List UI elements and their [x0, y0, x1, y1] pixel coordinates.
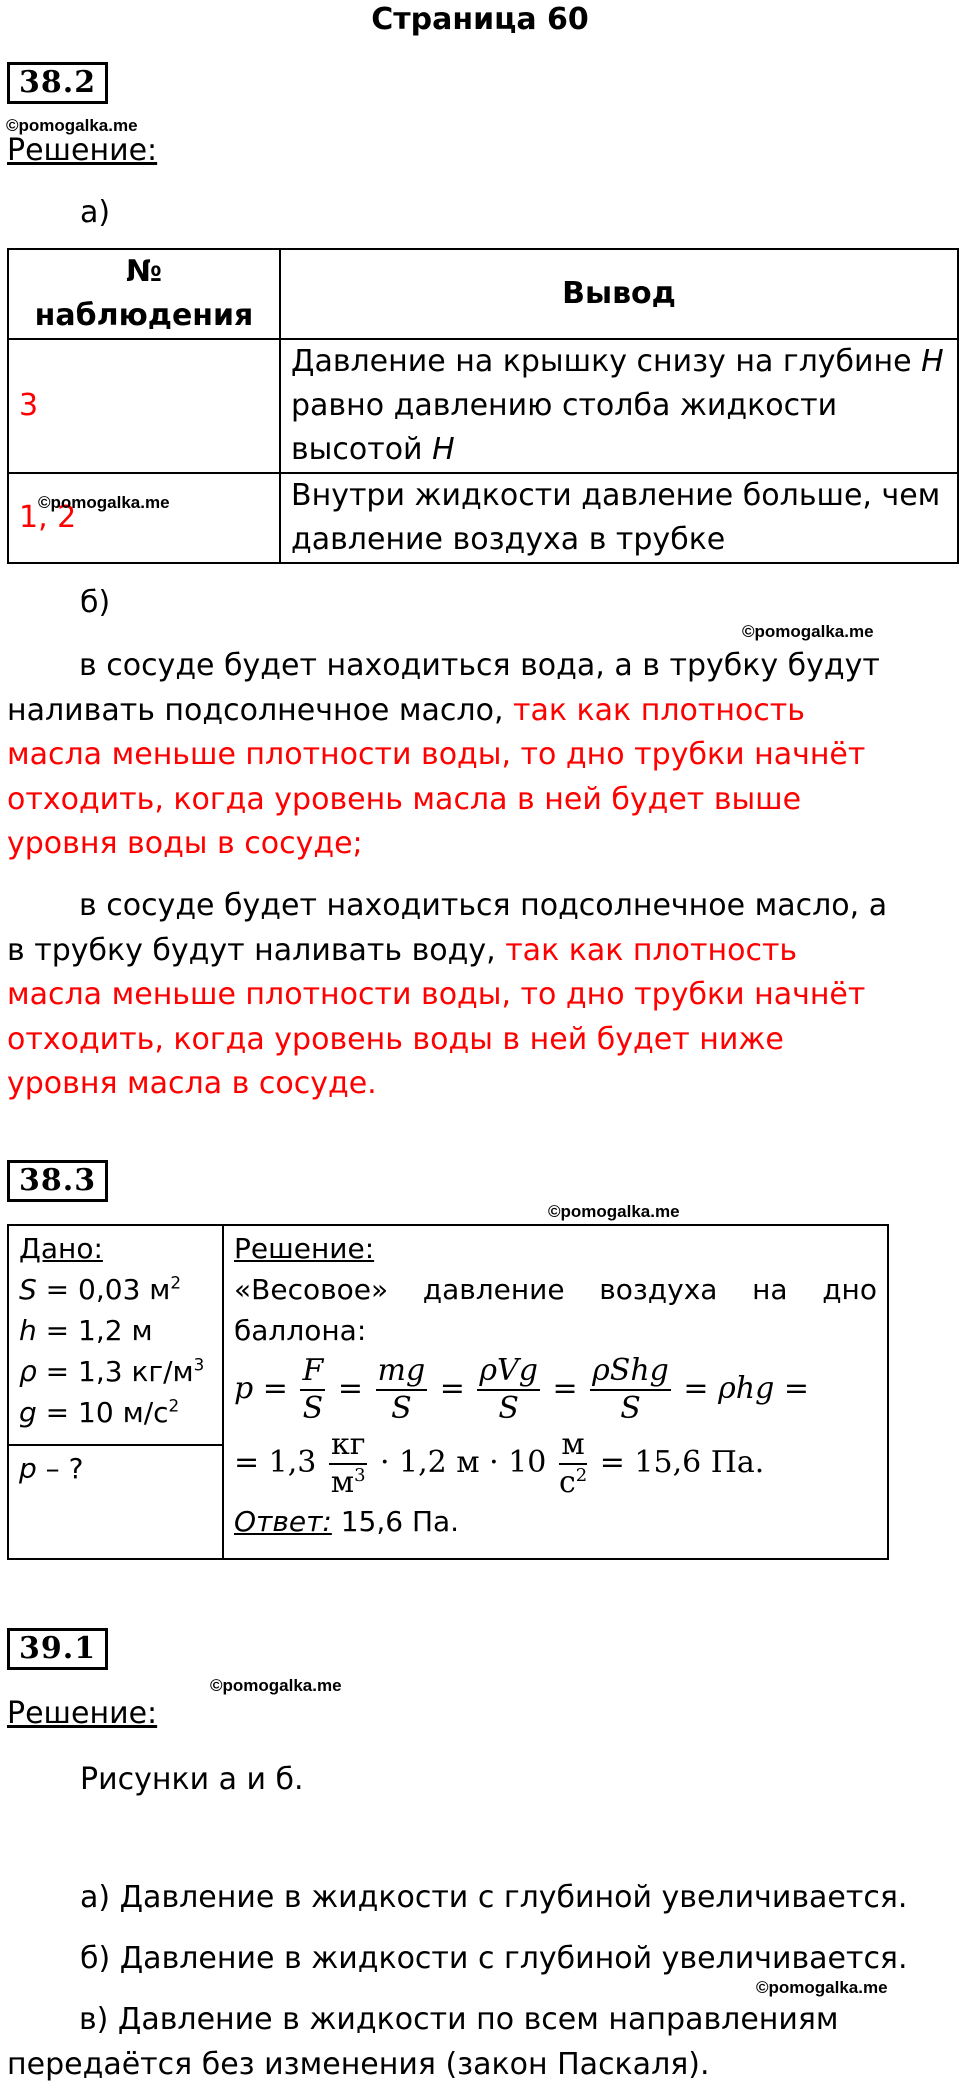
paragraph-water: в сосуде будет находиться вода, а в трубку будут наливать подсолнечное масло, так как плотность масла меньше плотности воды, то дно трубки начнёт отходить, когда уровень масла в ней будет выше уровня воды в сосуде; — [7, 648, 880, 861]
table-header-row — [8, 249, 958, 339]
pictures-line: Рисунки а и б. — [80, 1762, 304, 1797]
given-solution-table — [7, 1224, 889, 1560]
conclusion-cell: Внутри жидкости давление больше, чем давление воздуха в трубке — [280, 473, 958, 563]
table-row — [8, 473, 958, 563]
table-header: Вывод — [280, 249, 958, 339]
given-item: g = 10 $м/с^2$ — [19, 1395, 180, 1429]
observation-number: 3 — [8, 339, 280, 473]
solution-label: Решение: — [7, 133, 158, 168]
table-row — [8, 339, 958, 473]
solution-cell — [223, 1225, 888, 1559]
formula-line-1: p = $\frac{F}{S}$ = $\frac{mg}{S}$ = $\frac{\text{ρVg}}{S}$ = $\frac{\text{ρShg}}{S}$ = ρhg = — [234, 1353, 809, 1426]
given-item: S = 0,03 $м^2$ — [19, 1272, 182, 1306]
page-title: Страница 60 — [371, 2, 589, 37]
given-cell — [8, 1225, 223, 1445]
observation-number: 1, 2 — [8, 473, 280, 563]
table-header: № наблюдения — [8, 249, 280, 339]
watermark: ©pomogalka.me — [742, 622, 874, 641]
paragraph-oil: в сосуде будет находиться подсолнечное масло, а в трубку будут наливать воду, так как плотность масла меньше плотности воды, то дно трубки начнёт отходить, когда уровень воды в ней будет ниже уровня масла в сосуде. — [7, 888, 888, 1101]
task-number-38-2: 38.2 — [7, 62, 108, 104]
task-number-38-3: 38.3 — [7, 1160, 108, 1202]
watermark: ©pomogalka.me — [210, 1676, 342, 1695]
task-number-39-1: 39.1 — [7, 1628, 108, 1670]
answer-line: Ответ: 15,6 Па. — [234, 1505, 460, 1538]
observations-table — [7, 248, 959, 564]
watermark: ©pomogalka.me — [6, 116, 138, 135]
find-cell: p – ? — [8, 1445, 223, 1559]
watermark: ©pomogalka.me — [38, 493, 170, 512]
solution-text: «Весовое» давление воздуха на дно баллона: — [234, 1273, 877, 1347]
watermark: ©pomogalka.me — [756, 1978, 888, 1997]
answer-a: а) Давление в жидкости с глубиной увеличивается. — [80, 1880, 908, 1915]
solution-label: Решение: — [234, 1232, 375, 1265]
answer-b: б) Давление в жидкости с глубиной увеличивается. — [80, 1941, 908, 1976]
given-item: h = 1,2 м — [19, 1314, 153, 1347]
formula-line-2: = 1,3 $\frac{кг}{м^3}$ · 1,2 м · 10 $\frac{м}{с^2}$ = 15,6 Па. — [234, 1427, 765, 1500]
conclusion-cell: Давление на крышку снизу на глубине H равно давлению столба жидкости высотой H — [280, 339, 958, 473]
part-a-label: а) — [80, 195, 111, 230]
part-b-label: б) — [80, 585, 111, 620]
watermark: ©pomogalka.me — [548, 1202, 680, 1221]
given-item: ρ = 1,3 $кг/м^3$ — [19, 1354, 205, 1388]
solution-label: Решение: — [7, 1696, 158, 1731]
given-label: Дано: — [19, 1232, 103, 1265]
answer-v: в) Давление в жидкости по всем направлениям передаётся без изменения (закон Паскаля). — [7, 2002, 839, 2082]
